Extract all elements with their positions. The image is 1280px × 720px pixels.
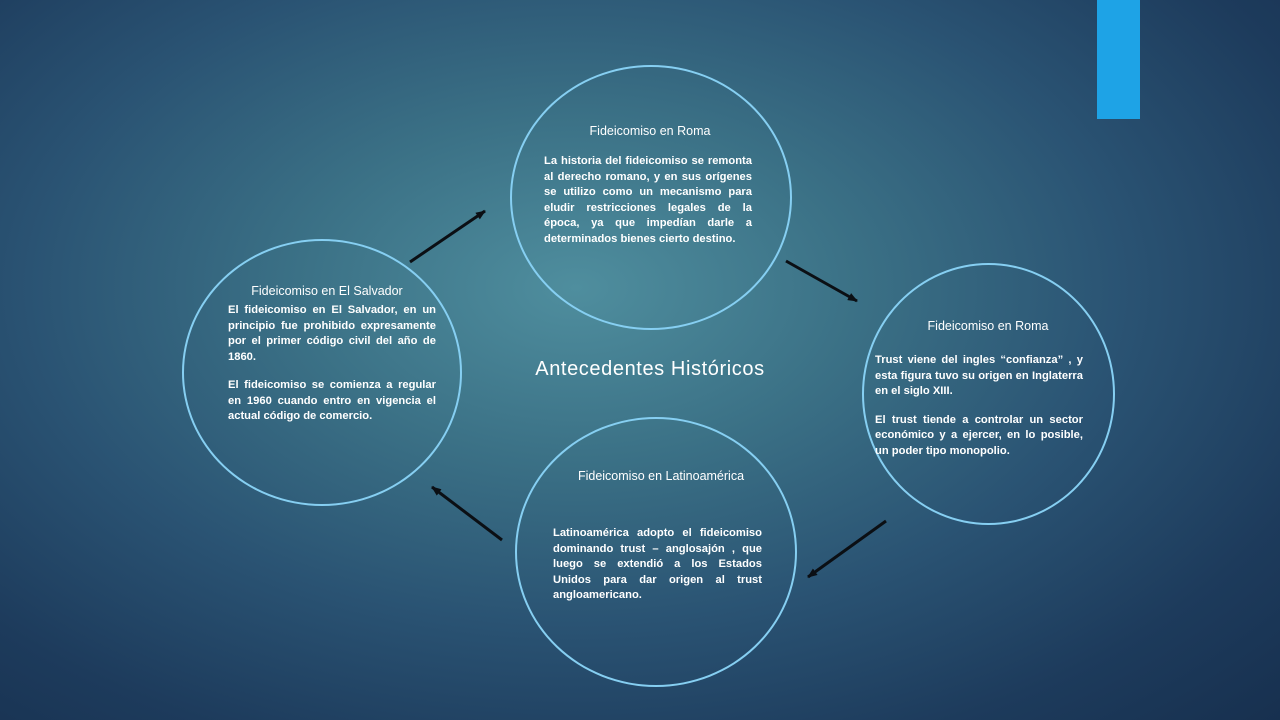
page-title: Antecedentes Históricos — [535, 358, 765, 380]
paragraph: El trust tiende a controlar un sector económico y a ejercer, en lo posible, un poder tipo monopolio. — [875, 413, 1083, 457]
paragraph: El fideicomiso se comienza a regular en 1960 cuando entro en vigencia el actual código de comercio. — [228, 379, 436, 422]
circle-el-salvador-text — [228, 303, 436, 425]
arrow-right-to-bottom — [808, 521, 886, 577]
circle-roma-top-text — [544, 154, 752, 247]
paragraph: Trust viene del ingles “confianza” , y esta figura tuvo su origen en Inglaterra en el siglo XIII. — [875, 354, 1083, 397]
paragraph: El fideicomiso en El Salvador, en un principio fue prohibido expresamente por el primer código civil del año de 1860. — [228, 304, 436, 363]
circle-roma-right-text — [875, 353, 1083, 459]
circle-roma-top-title: Fideicomiso en Roma — [589, 124, 711, 138]
paragraph: Latinoamérica adopto el fideicomiso dominando trust – anglosajón , que luego se extendió a los Estados Unidos para dar origen al trust angloamericano. — [553, 527, 762, 601]
circle-latinoamerica-text — [553, 526, 762, 604]
arrow-left-to-top — [410, 211, 485, 262]
arrow-bottom-to-left — [432, 487, 502, 540]
circle-latinoamerica-title: Fideicomiso en Latinoamérica — [577, 469, 745, 483]
circle-roma-right-title: Fideicomiso en Roma — [927, 319, 1049, 333]
arrow-top-to-right — [786, 261, 857, 301]
paragraph: La historia del fideicomiso se remonta al derecho romano, y en sus orígenes se utilizo como un mecanismo para eludir restricciones legales de la época, ya que impedían darle a determinados bienes cierto destino. — [544, 155, 752, 245]
circle-el-salvador-title: Fideicomiso en El Salvador — [251, 284, 403, 298]
